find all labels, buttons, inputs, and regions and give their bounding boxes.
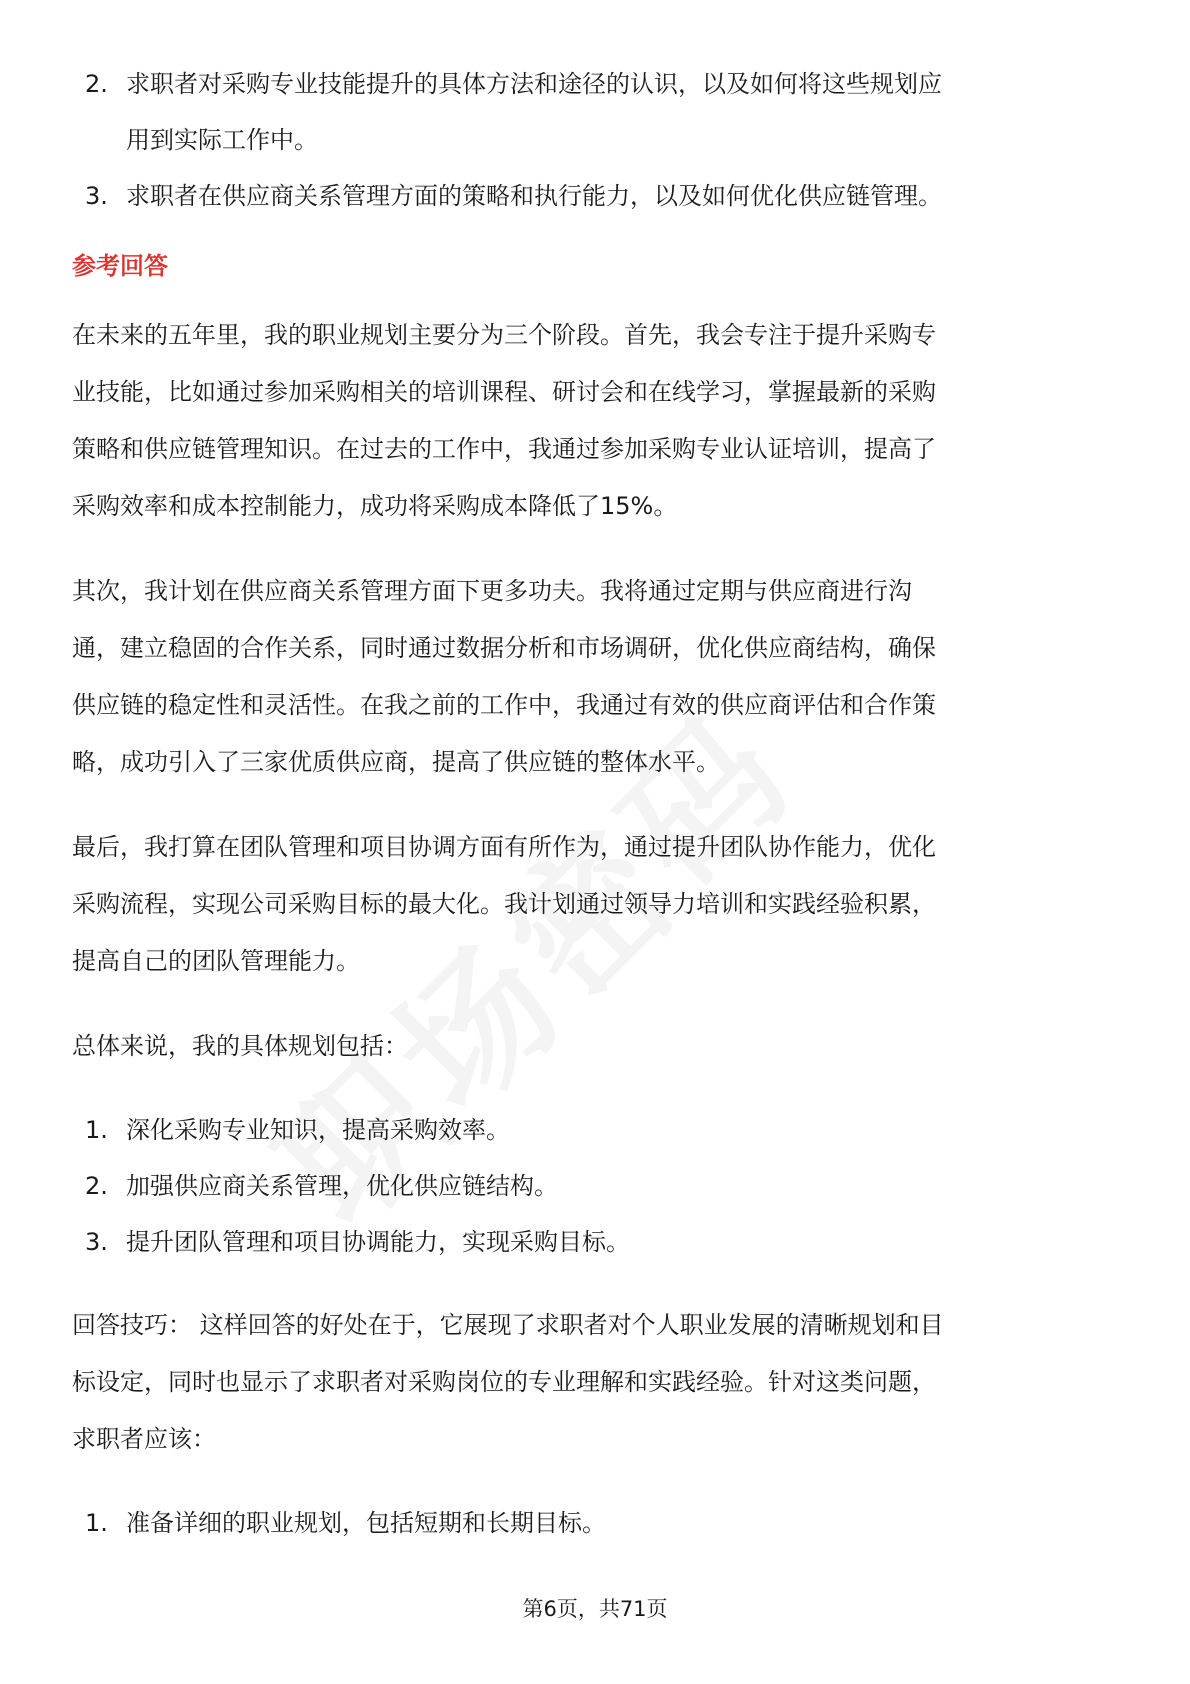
text-line: 策略和供应链管理知识。在过去的工作中，我通过参加采购专业认证培训，提高了: [72, 435, 936, 463]
list-text: 加强供应商关系管理，优化供应链结构。: [126, 1172, 558, 1200]
list-text: 准备详细的职业规划，包括短期和长期目标。: [126, 1509, 606, 1537]
list-text: 求职者对采购专业技能提升的具体方法和途径的认识，以及如何将这些规划应: [126, 70, 942, 98]
text-line: 其次，我计划在供应商关系管理方面下更多功夫。我将通过定期与供应商进行沟: [72, 577, 912, 605]
list-text: 求职者在供应商关系管理方面的策略和执行能力，以及如何优化供应链管理。: [126, 182, 942, 210]
list-item: [72, 168, 1118, 224]
question-list: [72, 56, 1118, 224]
list-number: 2.: [85, 1172, 108, 1200]
list-text: 深化采购专业知识，提高采购效率。: [126, 1116, 510, 1144]
list-number: 3.: [85, 1228, 108, 1256]
text-line: 通，建立稳固的合作关系，同时通过数据分析和市场调研，优化供应商结构，确保: [72, 634, 936, 662]
text-line: 提高自己的团队管理能力。: [72, 947, 360, 975]
list-text: 提升团队管理和项目协调能力，实现采购目标。: [126, 1228, 630, 1256]
answer-heading: 参考回答: [72, 252, 168, 280]
text-line: 略，成功引入了三家优质供应商，提高了供应链的整体水平。: [72, 748, 720, 776]
list-item: [72, 1158, 1118, 1214]
text-line: 在未来的五年里，我的职业规划主要分为三个阶段。首先，我会专注于提升采购专: [72, 321, 936, 349]
list-number: 1.: [85, 1509, 108, 1537]
list-number: 3.: [85, 182, 108, 210]
text-line: 采购效率和成本控制能力，成功将采购成本降低了15%。: [72, 492, 678, 520]
text-line: 最后，我打算在团队管理和项目协调方面有所作为，通过提升团队协作能力，优化: [72, 833, 936, 861]
list-text-cont: 用到实际工作中。: [126, 126, 318, 154]
text-line: 采购流程，实现公司采购目标的最大化。我计划通过领导力培训和实践经验积累，: [72, 890, 936, 918]
text-line: 回答技巧： 这样回答的好处在于，它展现了求职者对个人职业发展的清晰规划和目: [72, 1311, 944, 1339]
list-number: 2.: [85, 70, 108, 98]
document-body: [72, 56, 1118, 1551]
summary-intro: 总体来说，我的具体规划包括：: [72, 1032, 408, 1060]
paragraph-3: [72, 819, 1118, 990]
list-item: [72, 1495, 1118, 1551]
list-item: [72, 56, 1118, 168]
paragraph-2: [72, 563, 1118, 791]
text-line: 求职者应该：: [72, 1425, 216, 1453]
text-line: 标设定，同时也显示了求职者对采购岗位的专业理解和实践经验。针对这类问题，: [72, 1368, 936, 1396]
list-item: [72, 1102, 1118, 1158]
plan-list: [72, 1102, 1118, 1270]
paragraph-1: [72, 307, 1118, 535]
tip-list: [72, 1495, 1118, 1551]
text-line: 业技能，比如通过参加采购相关的培训课程、研讨会和在线学习，掌握最新的采购: [72, 378, 936, 406]
list-number: 1.: [85, 1116, 108, 1144]
list-item: [72, 1214, 1118, 1270]
tips-paragraph: [72, 1297, 1118, 1468]
text-line: 供应链的稳定性和灵活性。在我之前的工作中，我通过有效的供应商评估和合作策: [72, 691, 936, 719]
page-footer: 第6页，共71页: [522, 1597, 668, 1621]
